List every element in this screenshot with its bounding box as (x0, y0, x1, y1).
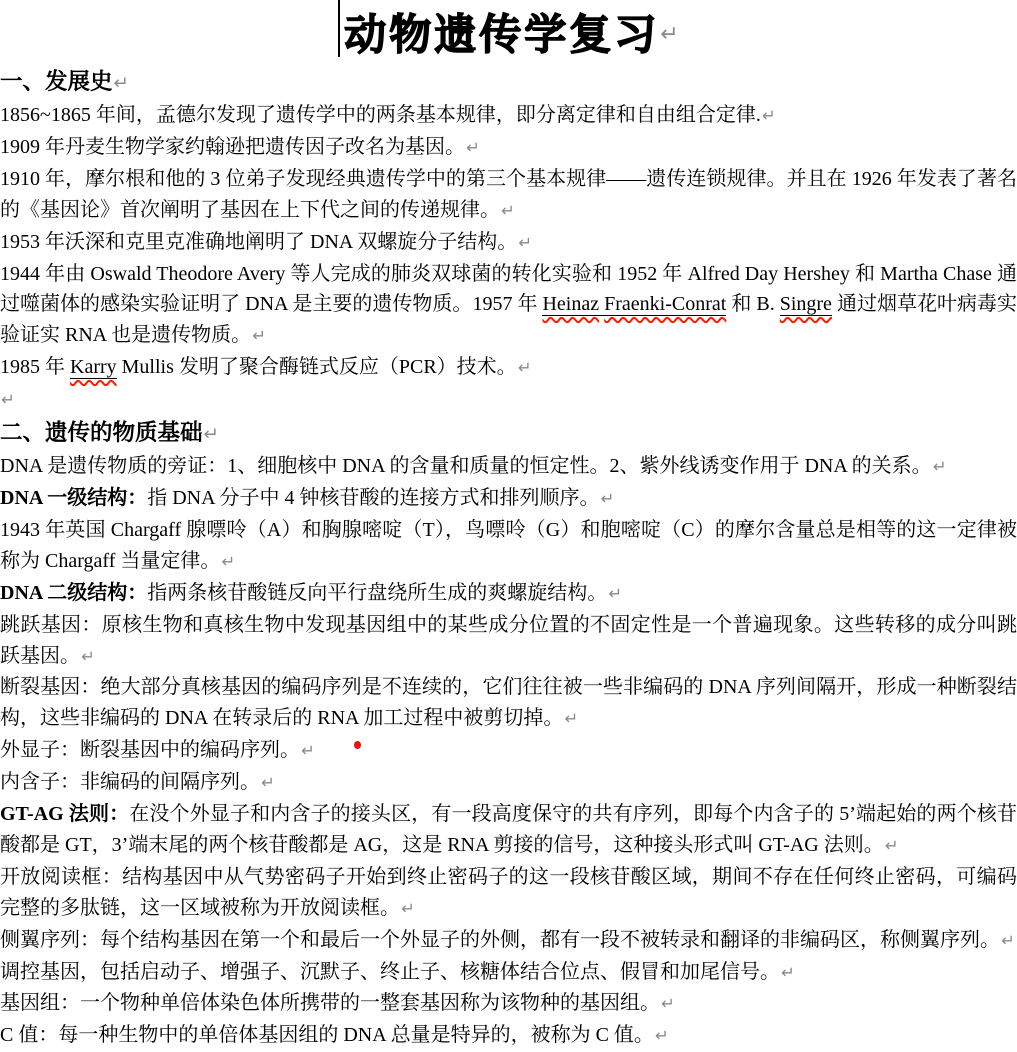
text-run: DNA 是遗传物质的旁证：1、细胞核中 DNA 的含量和质量的恒定性。2、紫外线诱变作用于 DNA 的关系。 (0, 455, 932, 478)
paragraph-mark-icon: ↵ (466, 137, 480, 157)
paragraph-mark-icon: ↵ (761, 106, 776, 125)
paragraph-mark-icon: ↵ (781, 962, 795, 982)
text-run: 1943 年英国 Chargaff 腺嘌呤（A）和胸腺嘧啶（T），鸟嘌呤（G）和胞嘧啶（C）的摩尔含量总是相等的这一定律被称为 Chargaff 当量定律。 (0, 518, 1017, 572)
paragraph (0, 957, 1017, 989)
paragraph (0, 735, 1017, 767)
paragraph (0, 100, 1017, 132)
paragraph-mark-icon: ↵ (608, 583, 622, 603)
paragraph-mark-icon: ↵ (113, 73, 129, 94)
text-run: 在没个外显子和内含子的接头区，有一段高度保守的共有序列，即每个内含子的 5’端起始的两个核苷酸都是 GT，3’端末尾的两个核苷酸都是 AG，这是 RNA 剪接的信号，这种接头形式叫 GT-AG 法则。 (0, 803, 1017, 856)
paragraph-mark-icon: ↵ (564, 709, 579, 729)
red-dot-annotation (354, 741, 361, 749)
misspelled-word: Karry (70, 356, 117, 379)
paragraph (0, 483, 1017, 515)
paragraph (0, 515, 1017, 578)
text-run: GT-AG 法则： (0, 803, 130, 826)
paragraph-mark-icon: ↵ (600, 488, 615, 508)
misspelled-word: Fraenki-Conrat (604, 293, 727, 316)
paragraph-mark-icon: ↵ (261, 773, 275, 793)
text-run: 跳跃基因：原核生物和真核生物中发现基因组中的某些成分位置的不固定性是一个普遍现象。这些转移的成分叫跳跃基因。 (0, 613, 1017, 667)
text-run: 二、遗传的物质基础 (0, 420, 203, 446)
paragraph (0, 578, 1017, 610)
paragraph (0, 1020, 1017, 1052)
paragraph (0, 164, 1017, 227)
text-run: DNA 一级结构： (0, 486, 148, 509)
text-cursor[interactable] (338, 0, 340, 57)
text-run: 侧翼序列：每个结构基因在第一个和最后一个外显子的外侧，都有一段不被转录和翻译的非编码区，称侧翼序列。 (0, 928, 1000, 951)
paragraph-mark-icon: ↵ (932, 457, 947, 477)
paragraph (0, 767, 1017, 799)
paragraph (0, 862, 1017, 925)
text-run: 1953 年沃深和克里克准确地阐明了 DNA 双螺旋分子结构。 (0, 230, 518, 253)
misspelled-word: Singre (779, 293, 832, 316)
text-run: Mullis 发明了聚合酶链式反应（PCR）技术。 (116, 356, 517, 379)
text-run: 通过烟草花叶病毒实验证实 RNA 也是遗传物质。 (0, 293, 1017, 347)
paragraph (0, 988, 1017, 1020)
paragraph (0, 227, 1017, 259)
text-run: 1856~1865 年间，孟德尔发现了遗传学中的两条基本规律，即分离定律和自由组合定律. (0, 104, 761, 126)
text-run: 外显子：断裂基因中的编码序列。 (0, 739, 300, 762)
section-heading (0, 65, 1017, 100)
paragraph-mark-icon: ↵ (301, 741, 315, 761)
text-run: 指两条核苷酸链反向平行盘绕所生成的爽螺旋结构。 (147, 581, 608, 604)
paragraph-mark-icon: ↵ (252, 326, 266, 346)
paragraph-mark-icon: ↵ (517, 358, 532, 378)
text-run: C 值：每一种生物中的单倍体基因组的 DNA 总量是特异的，被称为 C 值。 (0, 1024, 654, 1047)
paragraph-mark-icon: ↵ (81, 646, 95, 666)
misspelled-word: Heinaz (542, 293, 600, 316)
text-run: 断裂基因：绝大部分真核基因的编码序列是不连续的，它们往往被一些非编码的 DNA 序列间隔开，形成一种断裂结构，这些非编码的 DNA 在转录后的 RNA 加工过程中被剪切掉。 (0, 676, 1017, 730)
paragraph-mark-icon: ↵ (1, 390, 15, 410)
paragraph (0, 799, 1017, 862)
text-run: 动物遗传学复习 (344, 10, 660, 59)
text-run: DNA 二级结构： (0, 581, 148, 604)
text-run: 基因组：一个物种单倍体染色体所携带的一整套基因称为该物种的基因组。 (0, 992, 660, 1015)
paragraph-mark-icon: ↵ (501, 200, 515, 220)
paragraph (0, 384, 1017, 416)
paragraph (0, 259, 1017, 353)
paragraph-mark-icon: ↵ (221, 551, 236, 571)
text-run: 一、发展史 (0, 69, 113, 94)
paragraph (0, 672, 1017, 735)
paragraph-mark-icon: ↵ (661, 994, 675, 1014)
paragraph (0, 132, 1017, 164)
paragraph-mark-icon: ↵ (884, 835, 899, 855)
text-run: 指 DNA 分子中 4 钟核苷酸的连接方式和排列顺序。 (147, 486, 600, 509)
text-run: 和 B. (726, 293, 780, 316)
paragraph-mark-icon: ↵ (1001, 930, 1015, 950)
text-run: 1944 年由 Oswald Theodore Avery 等人完成的肺炎双球菌的转化实验和 1952 年 Alfred Day Hershey 和 Martha Chase 通过噬菌体的感染实验证明了 DNA 是主要的遗传物质。1957 年 (0, 262, 1017, 316)
paragraph (0, 352, 1017, 384)
section-heading (0, 416, 1017, 451)
text-run: 调控基因，包括启动子、增强子、沉默子、终止子、核糖体结合位点、假冒和加尾信号。 (0, 960, 780, 983)
paragraph-mark-icon: ↵ (203, 424, 219, 446)
paragraph (0, 610, 1017, 673)
paragraph (0, 451, 1017, 483)
text-run: 1909 年丹麦生物学家约翰逊把遗传因子改名为基因。 (0, 135, 465, 158)
paragraph-mark-icon: ↵ (518, 232, 532, 252)
text-run: 1985 年 (0, 356, 70, 379)
paragraph (0, 925, 1017, 957)
text-run: 开放阅读框：结构基因中从气势密码子开始到终止密码子的这一段核苷酸区域，期间不存在任何终止密码，可编码完整的多肽链，这一区域被称为开放阅读框。 (0, 865, 1017, 919)
paragraph-mark-icon: ↵ (401, 898, 415, 918)
doc-title (0, 0, 1017, 65)
text-run: 1910 年，摩尔根和他的 3 位弟子发现经典遗传学中的第三个基本规律——遗传连锁规律。并且在 1926 年发表了著名的《基因论》首次阐明了基因在上下代之间的传递规律。 (0, 167, 1017, 221)
paragraph-mark-icon: ↵ (660, 22, 679, 47)
text-run: 内含子：非编码的间隔序列。 (0, 771, 260, 794)
paragraph-mark-icon: ↵ (654, 1026, 669, 1046)
